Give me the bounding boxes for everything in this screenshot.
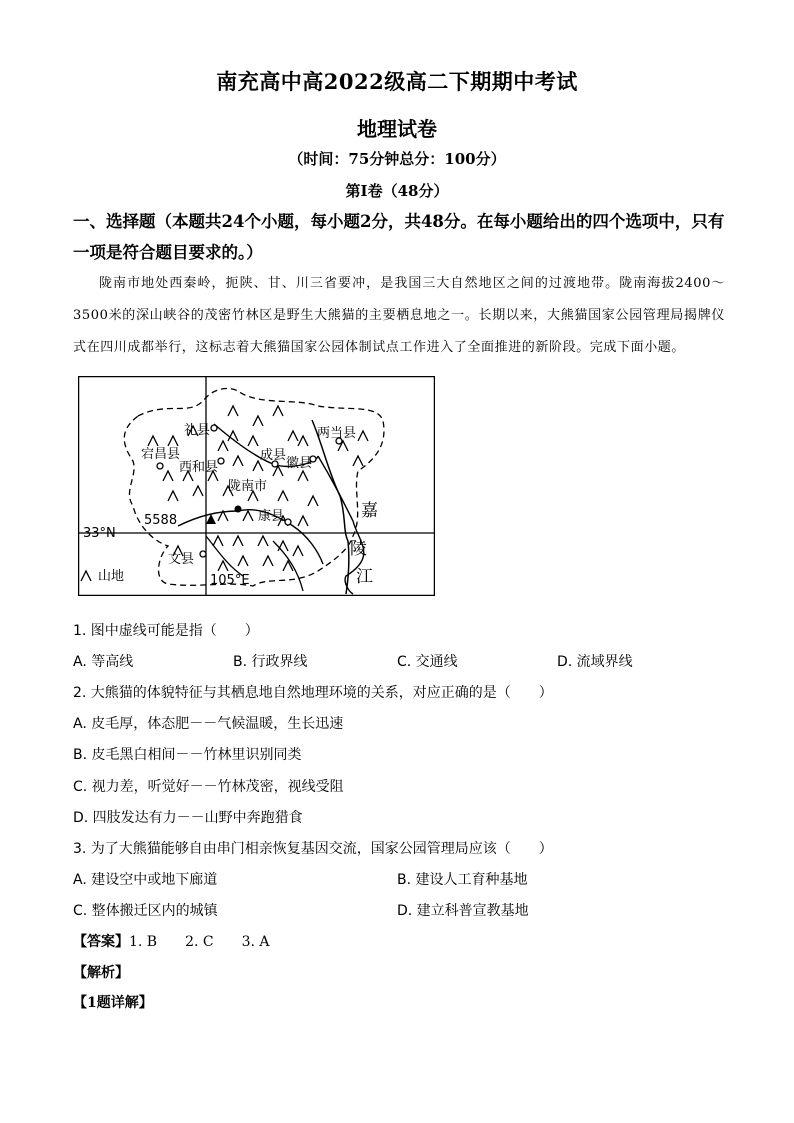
question-3-option-c[interactable]: C. 整体搬迁区内的城镇 xyxy=(73,903,218,919)
question-3-option-b[interactable]: B. 建设人工育种基地 xyxy=(397,872,528,888)
time-info: （时间：75分钟总分：100分） xyxy=(288,150,506,168)
town-wenxian xyxy=(200,551,206,557)
label-kangxian: 康县 xyxy=(258,509,285,524)
town-lixian xyxy=(211,425,217,431)
label-longnan: 陇南市 xyxy=(228,479,268,494)
label-lat: 33°N xyxy=(83,526,116,541)
label-chengxian: 成县 xyxy=(260,448,287,463)
question-1-stem: 1. 图中虚线可能是指（ ） xyxy=(73,623,259,639)
label-jiang: 江 xyxy=(356,567,373,587)
town-dangchang xyxy=(157,463,163,469)
label-xihe: 西和县 xyxy=(179,460,219,475)
question-2-option-c[interactable]: C. 视力差，听觉好－－竹林茂密，视线受阻 xyxy=(73,779,344,795)
town-xihe xyxy=(218,458,224,464)
label-peak: 5588 xyxy=(144,513,178,528)
question-1-option-b[interactable]: B. 行政界线 xyxy=(233,654,308,670)
volume-heading: 第Ⅰ卷（48分） xyxy=(345,182,449,200)
question-2-option-b[interactable]: B. 皮毛黑白相间－－竹林里识别同类 xyxy=(73,747,302,763)
label-ling: 陵 xyxy=(350,539,367,559)
town-kangxian xyxy=(285,519,291,525)
label-jia: 嘉 xyxy=(361,501,378,521)
question-1-option-d[interactable]: D. 流域界线 xyxy=(557,654,633,670)
detail-heading: 【1题详解】 xyxy=(73,995,153,1011)
analysis-heading: 【解析】 xyxy=(73,965,129,981)
label-dangchang: 宕昌县 xyxy=(141,447,181,462)
question-2-stem: 2. 大熊猫的体貌特征与其栖息地自然地理环境的关系，对应正确的是（ ） xyxy=(73,685,553,701)
answer-label: 【答案】 xyxy=(73,934,129,950)
question-2-option-d[interactable]: D. 四肢发达有力－－山野中奔跑猎食 xyxy=(73,810,303,826)
exam-title: 南充高中高2022级高二下期期中考试 xyxy=(216,69,578,94)
question-3-stem: 3. 为了大熊猫能够自由串门相亲恢复基因交流，国家公园管理局应该（ ） xyxy=(73,841,553,857)
label-wenxian: 文县 xyxy=(168,552,195,567)
subject-title: 地理试卷 xyxy=(357,117,437,141)
label-huixian: 徽县 xyxy=(286,456,313,471)
label-legend-mountain: 山地 xyxy=(98,569,125,584)
label-lixian: 礼县 xyxy=(184,423,211,438)
label-liangdang: 两当县 xyxy=(317,426,357,441)
question-3-option-d[interactable]: D. 建立科普宣教基地 xyxy=(397,903,529,919)
town-longnan xyxy=(235,506,242,513)
answer-line xyxy=(73,931,270,951)
section-heading: 一、选择题（本题共24个小题，每小题2分，共48分。在每小题给出的四个选项中，只有一项是符合题目要求的。） xyxy=(73,212,725,262)
longnan-map xyxy=(78,376,435,596)
question-3-option-a[interactable]: A. 建设空中或地下廊道 xyxy=(73,872,218,888)
question-1-option-c[interactable]: C. 交通线 xyxy=(397,654,458,670)
question-2-option-a[interactable]: A. 皮毛厚，体态肥－－气候温暖，生长迅速 xyxy=(73,716,344,732)
reading-passage: 陇南市地处西秦岭，扼陕、甘、川三省要冲，是我国三大自然地区之间的过渡地带。陇南海拔2400～3500米的深山峡谷的茂密竹林区是野生大熊猫的主要栖息地之一。长期以来，大熊猫国家公园管理局揭牌仪式在四川成都举行，这标志着大熊猫国家公园体制试点工作进入了全面推进的新阶段。完成下面小题。 xyxy=(73,276,725,355)
label-lon: 105°E xyxy=(210,573,250,588)
question-1-option-a[interactable]: A. 等高线 xyxy=(73,654,134,670)
answer-text: 1. B 2. C 3. A xyxy=(129,934,270,950)
map-svg xyxy=(78,376,435,596)
